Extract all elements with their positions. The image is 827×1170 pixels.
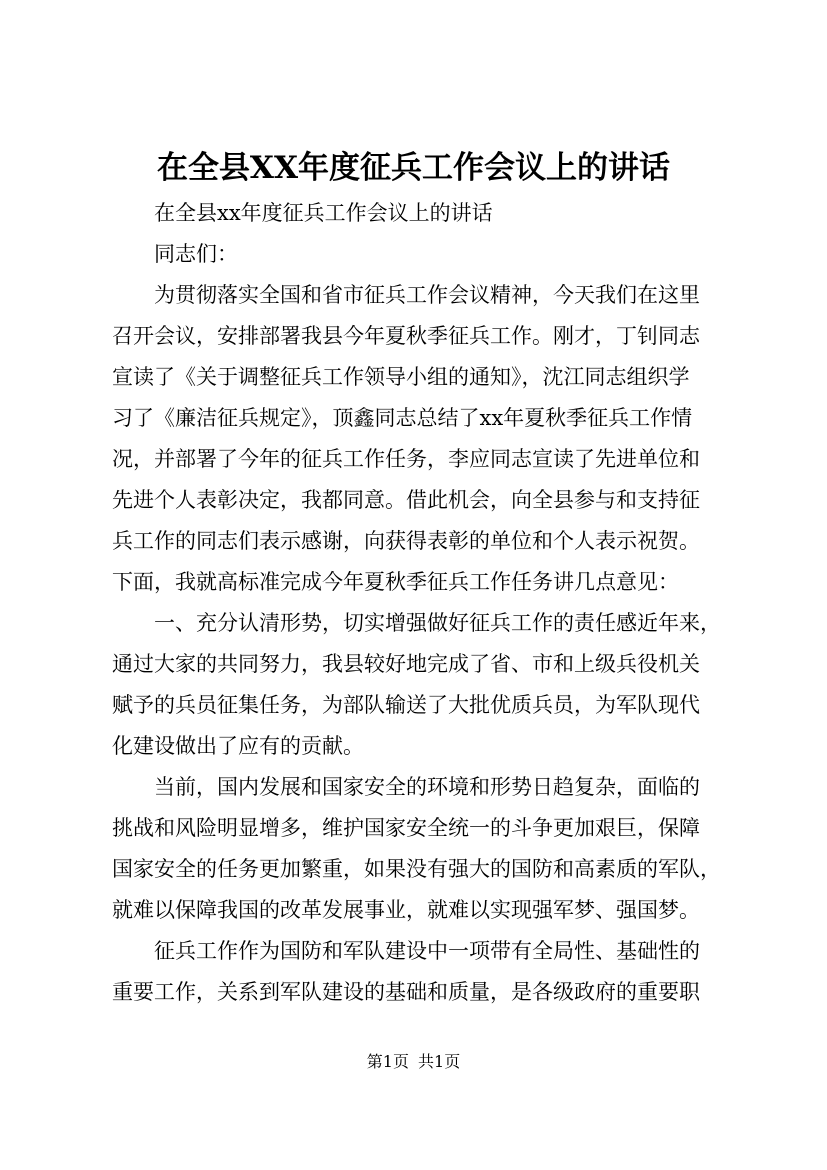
paragraph-line: 召开会议，安排部署我县今年夏秋季征兵工作。刚才，丁钊同志 [112,324,700,348]
page-total: 共1页 [418,1052,461,1071]
paragraph-line: 通过大家的共同努力，我县较好地完成了省、市和上级兵役机关 [112,652,700,676]
paragraph-3 [112,767,738,931]
paragraph-2 [112,603,738,767]
paragraph-line: 下面，我就高标准完成今年夏秋季征兵工作任务讲几点意见： [112,570,679,594]
paragraph-line: 挑战和风险明显增多，维护国家安全统一的斗争更加艰巨，保障 [112,816,700,840]
document-subtitle: 在全县xx年度征兵工作会议上的讲话 [154,201,493,225]
page-number: 第1页 [366,1052,409,1071]
paragraph-line: 习了《廉洁征兵规定》，顶鑫同志总结了xx年夏秋季征兵工作情 [112,406,693,430]
paragraph-line: 化建设做出了应有的贡献。 [112,734,364,758]
paragraph-line: 兵工作的同志们表示感谢，向获得表彰的单位和个人表示祝贺。 [112,529,700,553]
paragraph-line: 宣读了《关于调整征兵工作领导小组的通知》，沈江同志组织学 [112,365,690,389]
paragraph-1 [112,275,738,603]
paragraph-line: 重要工作，关系到军队建设的基础和质量，是各级政府的重要职 [112,980,700,1004]
paragraph-4 [112,931,738,1013]
document-body [112,193,738,1013]
paragraph-line: 国家安全的任务更加繁重，如果没有强大的国防和高素质的军队， [112,857,721,881]
document-title: 在全县XX年度征兵工作会议上的讲话 [156,150,671,186]
paragraph-line: 赋予的兵员征集任务，为部队输送了大批优质兵员，为军队现代 [112,693,700,717]
paragraph-line: 先进个人表彰决定，我都同意。借此机会，向全县参与和支持征 [112,488,700,512]
paragraph-line: 当前，国内发展和国家安全的环境和形势日趋复杂，面临的 [154,775,700,799]
paragraph-line: 一、充分认清形势，切实增强做好征兵工作的责任感近年来， [154,611,721,635]
paragraph-line: 为贯彻落实全国和省市征兵工作会议精神，今天我们在这里 [154,283,700,307]
paragraph-line: 就难以保障我国的改革发展事业，就难以实现强军梦、强国梦。 [112,898,700,922]
paragraph-line: 征兵工作作为国防和军队建设中一项带有全局性、基础性的 [154,939,700,963]
salutation: 同志们： [154,242,238,266]
paragraph-line: 况，并部署了今年的征兵工作任务，李应同志宣读了先进单位和 [112,447,700,471]
page-footer [0,1050,827,1074]
